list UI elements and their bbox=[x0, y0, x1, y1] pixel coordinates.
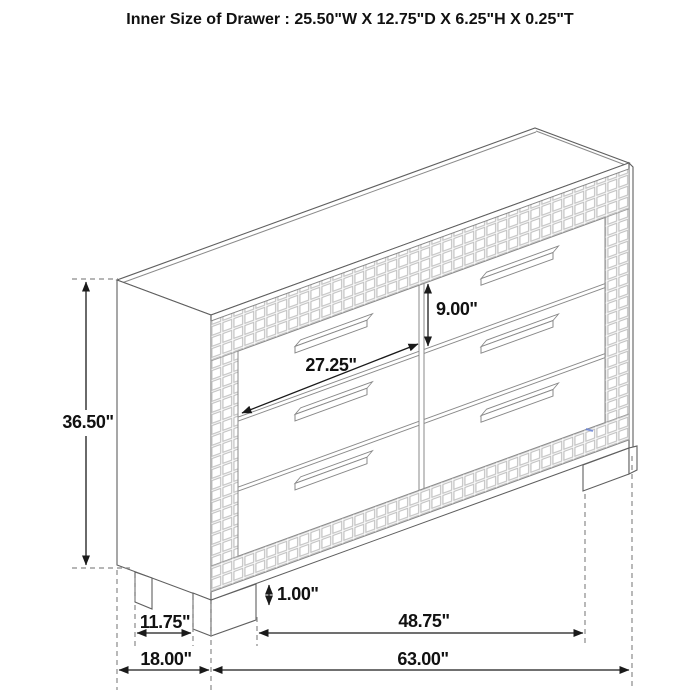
dim-between-feet-label: 48.75" bbox=[398, 611, 450, 631]
dim-between-feet bbox=[259, 611, 583, 633]
dim-overall-height-label: 36.50" bbox=[62, 412, 114, 432]
foot-back-left bbox=[135, 572, 152, 609]
dim-overall-depth-label: 18.00" bbox=[140, 649, 192, 669]
center-divider bbox=[419, 283, 424, 490]
dim-drawer-height-label: 9.00" bbox=[436, 299, 478, 319]
quilt-band-left bbox=[211, 351, 238, 566]
dim-drawer-width-label: 27.25" bbox=[305, 355, 357, 375]
dim-foot-inset bbox=[137, 612, 191, 633]
dim-overall-width bbox=[213, 649, 629, 670]
dim-overall-depth bbox=[119, 649, 209, 670]
dresser-drawing bbox=[117, 128, 637, 636]
dim-foot-inset-label: 11.75" bbox=[139, 612, 191, 632]
quilt-band-right bbox=[605, 209, 629, 423]
foot-front-right-side bbox=[629, 446, 637, 474]
dim-foot-height-label: 1.00" bbox=[277, 584, 319, 604]
dresser-left-panel bbox=[117, 280, 211, 600]
dim-overall-width-label: 63.00" bbox=[397, 649, 449, 669]
diagram-title: Inner Size of Drawer : 25.50"W X 12.75"D X 6.25"H X 0.25"T bbox=[126, 11, 574, 28]
foot-front-left-side bbox=[193, 593, 211, 636]
dresser-right-edge bbox=[629, 163, 633, 452]
dim-foot-height bbox=[269, 584, 319, 605]
